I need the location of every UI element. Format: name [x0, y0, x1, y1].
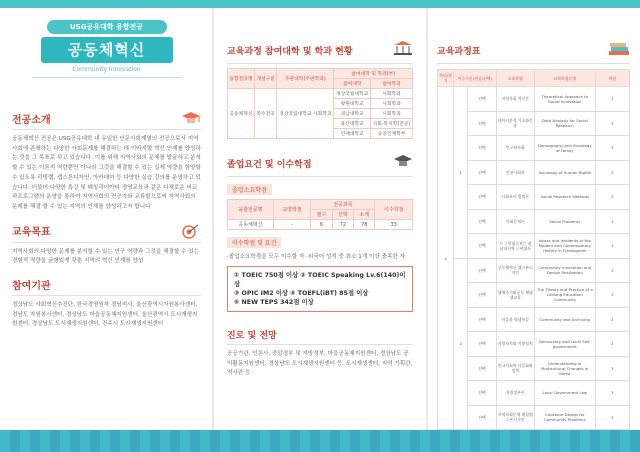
table-cell: 공동체혁신 캡스톤디자인 — [496, 258, 534, 283]
table-cell: 3 — [595, 87, 629, 112]
institution-heading: 참여기관 — [12, 281, 51, 293]
semester-cell: 2 — [454, 258, 468, 430]
table-cell: 사회학과 — [370, 99, 412, 109]
table-cell: 데이터분석 기초와응용 — [496, 111, 534, 136]
grad-table — [227, 199, 413, 230]
table-header: 교과목명 — [496, 70, 534, 87]
table-cell: 3 — [595, 381, 629, 406]
grade-cell: 4 — [438, 87, 454, 430]
table-cell: 지방정부론 — [496, 381, 534, 406]
career-heading-row — [227, 328, 413, 341]
table-cell: Social Research Methods — [534, 185, 595, 210]
panel-course-table — [427, 8, 640, 430]
career-heading: 진로 및 전망 — [227, 331, 277, 341]
req-line: ① TOEIC 750점 이상 ② TOEIC Speaking Lv.6(140)이상 — [234, 272, 406, 288]
goal-heading: 교육목표 — [12, 227, 51, 239]
table-cell: 선택 — [468, 405, 496, 430]
table-cell: 생애주기와공동 체평생교육 — [496, 283, 534, 308]
table-cell: 6 — [311, 220, 332, 230]
table-cell: 인제대학교 — [334, 129, 371, 139]
grad-tag: 졸업소요학점 — [227, 184, 272, 195]
table-cell: Capstone Design for Community Problems — [534, 405, 595, 430]
table-cell: 공동체혁신 — [228, 89, 255, 139]
table-cell: Community and Archiving — [534, 307, 595, 332]
table-cell: 3 — [595, 283, 629, 308]
table-cell: 시 근현대로보는 정남과지역 근현대사 — [496, 234, 534, 259]
table-cell: 경상국립대학교 사회학과 — [277, 89, 334, 139]
table-cell: 선택 — [468, 136, 496, 161]
top-stripe — [0, 0, 640, 8]
major-subtitle: Community Innovation — [72, 66, 141, 73]
table-cell: 지역사회문제 해결캡스톤디자인 — [496, 405, 534, 430]
table-cell: Local Government Law — [534, 381, 595, 406]
table-cell: 선택 — [468, 87, 496, 112]
table-cell: Demography and Sociology of Family — [534, 136, 595, 161]
table-header: 필수 — [311, 210, 332, 220]
table-cell: 창원대학교 — [334, 99, 371, 109]
table-cell: 선택 — [468, 160, 496, 185]
table-cell: - — [273, 220, 311, 230]
table-header: 소계 — [354, 210, 375, 220]
req-line: ⑤ NEW TEPS 342점 이상 — [234, 299, 314, 306]
course-heading: 교육과정표 — [437, 46, 481, 57]
table-cell: 선택 — [468, 283, 496, 308]
intro-heading: 전공소개 — [12, 114, 51, 126]
semester-cell: 1 — [454, 87, 468, 259]
table-cell: 3 — [595, 185, 629, 210]
table-cell: 경상국립대학교 — [334, 89, 371, 99]
dept-heading-row — [227, 40, 413, 60]
table-cell: 3 — [595, 258, 629, 283]
table-header: 교양학점 — [273, 200, 311, 220]
table-cell: 선택 — [468, 111, 496, 136]
panel-intro — [0, 8, 213, 430]
table-cell: 72 — [332, 220, 353, 230]
table-cell: 78 — [354, 220, 375, 230]
target-icon — [181, 223, 201, 239]
table-header: 주관대학(주관학과) — [277, 69, 334, 89]
bottom-stripe — [0, 430, 640, 452]
table-cell: 공동체혁신 — [228, 220, 274, 230]
goal-heading-row — [12, 223, 201, 239]
graduation-cap-icon — [181, 110, 201, 126]
divider — [227, 63, 413, 64]
language-requirements — [227, 266, 413, 312]
table-cell: 선택 — [468, 209, 496, 234]
table-cell: 선택 — [468, 234, 496, 259]
grad-heading-row — [227, 153, 413, 173]
req-note: ·졸업소요학점을 모두 이수할 자 ·외국어 성적 중 최소 1개 이상 충족한 자 — [227, 254, 405, 260]
req-tag: 이수학점 및 요건 — [227, 237, 281, 248]
table-row — [438, 87, 630, 112]
divider — [32, 77, 182, 78]
dept-table — [227, 68, 413, 139]
table-cell: Issues and Incidents of the Modern and Contemporary History in Gyeongnam — [534, 234, 595, 259]
program-pill: USG공유대학 융합전공 — [47, 20, 167, 34]
table-cell: 3 — [595, 234, 629, 259]
institution-heading-row — [12, 277, 201, 292]
table-cell: 사회·복지학(전공) — [370, 119, 412, 129]
table-cell: 선택 — [468, 185, 496, 210]
table-cell: Understanding of Multicultural Changes in Korea — [534, 356, 595, 381]
table-cell: 공공인재학부 — [370, 129, 412, 139]
table-cell: 3 — [595, 332, 629, 357]
table-cell: Democracy and Local Self-government — [534, 332, 595, 357]
table-cell: Sociology of Human Rights — [534, 160, 595, 185]
table-header: 참여대학 — [334, 79, 371, 89]
table-cell: 사회학과 — [370, 89, 412, 99]
table-cell: 선택 — [468, 356, 496, 381]
table-cell: 경남대학교 — [334, 109, 371, 119]
table-cell: 3 — [595, 209, 629, 234]
table-cell: 3 — [595, 111, 629, 136]
table-header: 학점 — [595, 70, 629, 87]
table-cell: Community Innovation and Design Realization — [534, 258, 595, 283]
table-header: 참여대학 및 학과(부) — [334, 69, 413, 79]
table-row — [438, 258, 630, 283]
table-header: 교과목영문명 — [534, 70, 595, 87]
divider — [12, 129, 201, 130]
course-heading-row — [437, 40, 630, 60]
table-cell: 선택 — [468, 332, 496, 357]
table-cell: 3 — [595, 160, 629, 185]
table-cell: 선택 — [468, 307, 496, 332]
table-header: 참여학과 — [370, 79, 412, 89]
building-icon — [393, 40, 413, 60]
divider — [227, 344, 413, 345]
table-cell: 33 — [375, 220, 413, 230]
career-text: 공공기관, 언론사, 중앙정부 및 지방정부, 마을공동체지원센터, 경상남도 공익활동지원센터, 경상남도 도시재생지원센터 등, 도시재생센터, 지역 기획관, 역사관 등 — [227, 351, 413, 377]
table-header: 이수구분(전공/선택) — [454, 70, 496, 87]
table-cell: 한국사회의 다문화와정책 — [496, 356, 534, 381]
table-cell: 3 — [595, 405, 629, 430]
intro-text: 공동체혁신 전공은 USG공유대학 내 유일한 인문사회계열의 전공으로서 지역사회에 존재하는 다양한 사회문제를 해결하는 데 이바지할 혁신 인재를 양성하는 것을 그 목표로 하고 있습니다. 이를 위해 지역사회의 문제를 발굴하고 분석할 수 있는 이론적 역량뿐만 아니라 그것을 해결할 수 있는 실제 역량을 함양할 수 있도록 리빙랩, 캡스톤디자인, 아카데미 등 다양한 실습 강의를 운영하고 있습니다. 더불어 다양한 특강 및 매칭리더아티 경영교육과 같은 다채로운 비교과프로그램의 운영을 통하여 지역사회의 전공가와 교류할으로써 지역사회의 문제를 해결 할 수 있는 지역의 인재를 양성하고자 합니다 — [12, 136, 201, 210]
table-cell: 선택 — [468, 258, 496, 283]
table-cell: 3 — [595, 307, 629, 332]
divider — [227, 176, 413, 177]
table-cell: 마을과 평생학습 — [496, 307, 534, 332]
table-cell: 지역사회 혁신론 — [496, 87, 534, 112]
table-cell: Theoretical Approach to Social Innovation — [534, 87, 595, 112]
table-header: 전공과목 — [311, 200, 375, 210]
panel-curriculum-info — [213, 8, 427, 430]
table-header: 융합전공명 — [228, 69, 255, 89]
table-cell: 복수전공 — [254, 89, 276, 139]
table-header: 이수학점 — [375, 200, 413, 220]
table-header: 학년/학기 — [438, 70, 454, 87]
goal-text: 지역사회의 다양한 문제를 분석할 수 있는 연구 역량과 그것을 해결할 수 있는 경험적 역량을 균형있게 갖춘 지역의 혁신 인재를 양성 — [12, 248, 200, 265]
books-icon — [608, 40, 630, 60]
table-cell: 인권사회학 — [496, 160, 534, 185]
table-cell: 사회조사 방법론 — [496, 185, 534, 210]
table-cell: 인구와사회 — [496, 136, 534, 161]
divider — [12, 242, 201, 243]
divider — [437, 63, 630, 64]
req-line: ③ OPIC IM2 이상 ④ TOEFL(iBT) 85점 이상 — [234, 290, 369, 297]
grad-heading: 졸업요건 및 이수학점 — [227, 159, 312, 170]
table-header: 융합전공명 — [228, 200, 274, 220]
table-cell: 선택 — [468, 381, 496, 406]
course-table — [437, 69, 630, 430]
table-cell: 사회문제론 — [496, 209, 534, 234]
table-cell: 3 — [595, 356, 629, 381]
table-cell: 3 — [595, 136, 629, 161]
table-cell: 지방자치와 지방정치 — [496, 332, 534, 357]
institution-text: 경상남도 사회혁신추진단, 한국경영원자 경남지사, 울산광역시자원봉사센터, 경남도 자원봉사센터, 경상남도 마을공동체지원센터, 울산광역시 도시재생지원센터, 경상남도 도시재생지원센터, 진주시 도시재생지원센터 — [12, 302, 198, 328]
major-title: 공동체혁신 — [41, 37, 173, 63]
table-cell: 울산대학교 — [334, 119, 371, 129]
intro-heading-row — [12, 110, 201, 126]
graduation-cap-icon — [393, 153, 413, 173]
table-header: 선택 — [332, 210, 353, 220]
dept-heading: 교육과정 참여대학 및 학과 현황 — [227, 46, 353, 57]
table-cell: The Theory and Practice of a Lifelong Education Community — [534, 283, 595, 308]
table-cell: Social Problems — [534, 209, 595, 234]
table-cell: 사회학과 — [370, 109, 412, 119]
table-cell: Data Analysis for Social Research — [534, 111, 595, 136]
divider — [12, 295, 201, 296]
table-header: 개설구분 — [254, 69, 276, 89]
